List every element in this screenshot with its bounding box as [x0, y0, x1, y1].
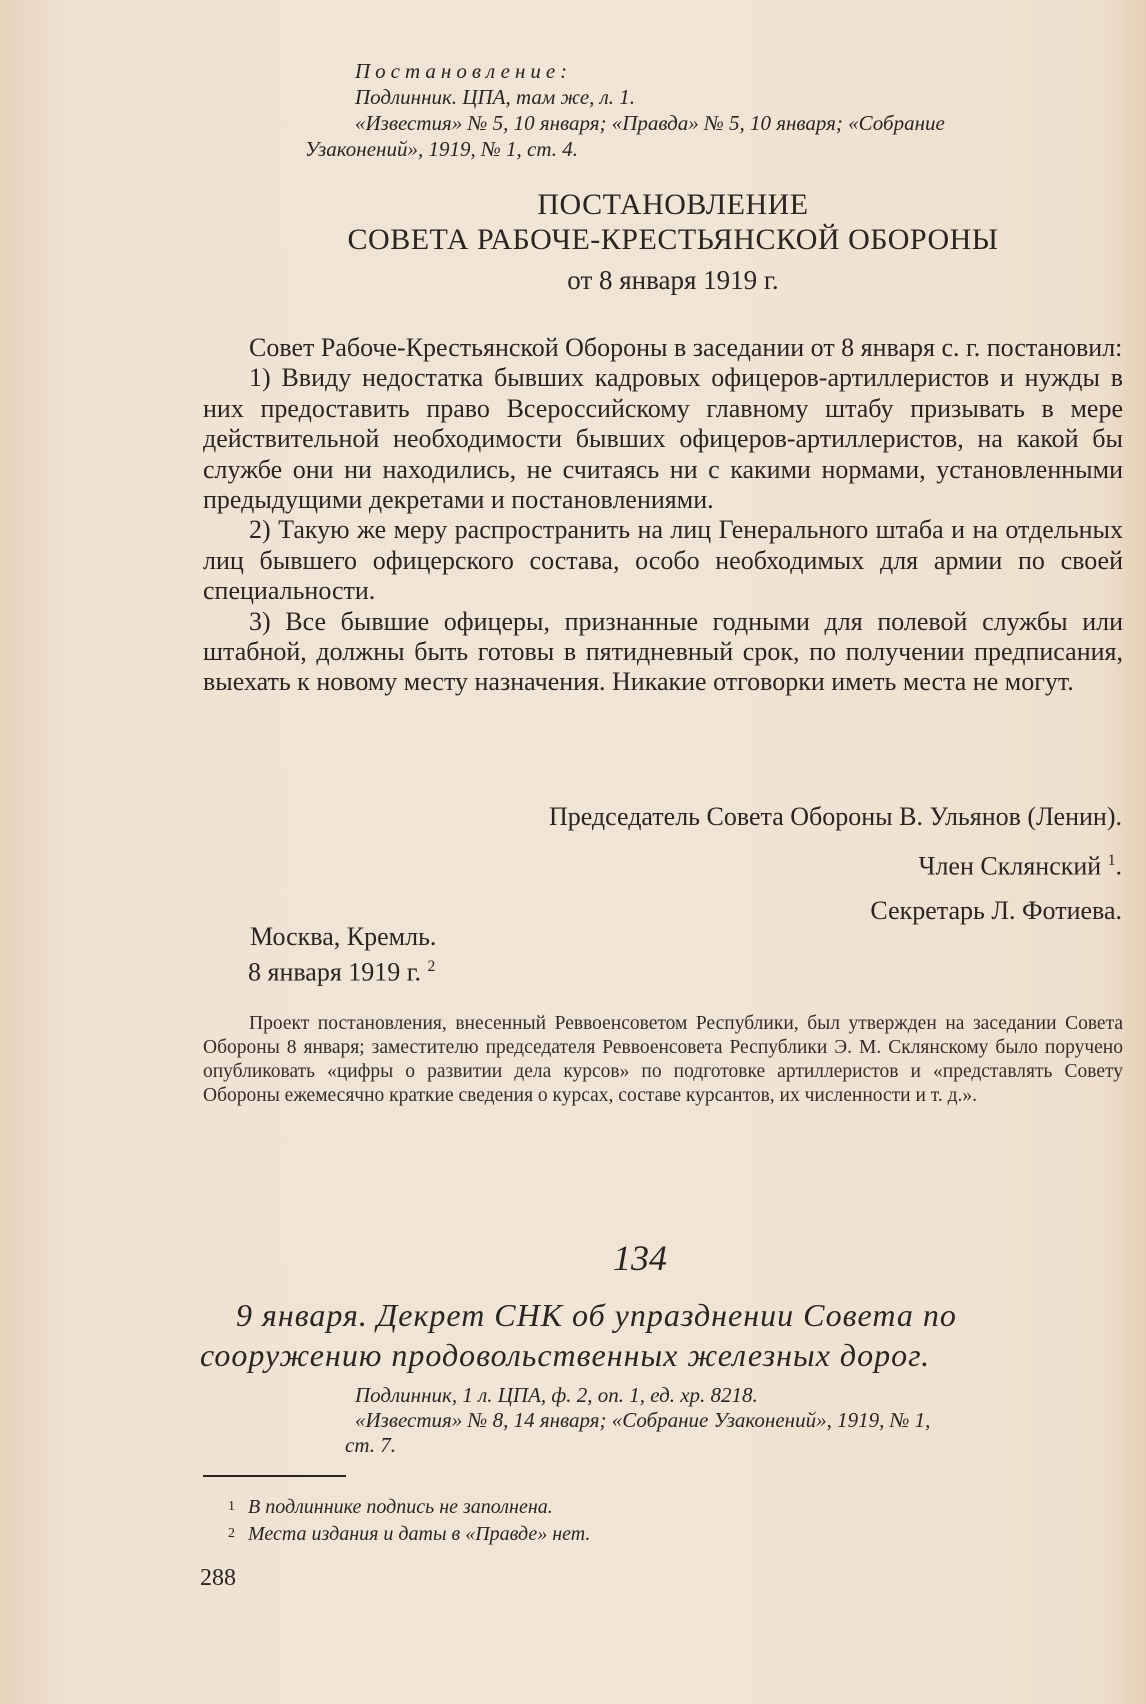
document-134-source: [345, 1383, 1125, 1458]
document-134-title: 9 января. Декрет СНК об упразднении Совета по сооружению продовольственных железных дорог.: [200, 1297, 957, 1373]
document-title: [200, 187, 1146, 298]
signatures: [549, 802, 1122, 926]
footnote-1-text: В подлиннике подпись не заполнена.: [248, 1496, 553, 1518]
footnote-ref-2: 2: [427, 958, 436, 975]
footnote-2: [228, 1521, 591, 1547]
footnote-divider: [203, 1475, 346, 1477]
source-line-3: Узаконений», 1919, № 1, ст. 4.: [305, 137, 578, 161]
source-reference: [305, 58, 1125, 162]
resolution-body: [203, 333, 1123, 698]
point-1: 1) Ввиду недостатка бывших кадровых офицеров-артиллеристов и нужды в них предоставить право Всероссийскому главному штабу призывать в мере действительной необходимости бывших офицеров-артиллеристов, на какой бы службе они ни находились, не считаясь ни с какими нормами, установленными предыдущими декретами и постановлениями.: [203, 363, 1123, 515]
source-label: Постановление:: [355, 59, 573, 83]
title-line-2: СОВЕТА РАБОЧЕ-КРЕСТЬЯНСКОЙ ОБОРОНЫ: [347, 223, 999, 256]
note-text: Проект постановления, внесенный Реввоенсоветом Республики, был утвержден на заседании Совета Обороны 8 января; заместителю председателя Реввоенсовета Республики Э. М. Склянскому было поручено опубликовать «цифры о развитии дела курсов» по подготовке артиллеристов и «представлять Совету Обороны ежемесячно краткие сведения о курсах, составе курсантов, их численности и т. д.».: [203, 1013, 1123, 1106]
doc-source-line-3: ст. 7.: [345, 1433, 396, 1457]
signature-member-text: Член Склянский: [918, 851, 1102, 881]
point-2: 2) Такую же меру распространить на лиц Генерального штаба и на отдельных лиц бывшего офицерского состава, особо необходимых для армии по своей специальности.: [203, 515, 1123, 606]
footnote-2-mark: 2: [228, 1526, 235, 1541]
footnote-1-mark: 1: [228, 1499, 235, 1514]
signature-chair: Председатель Совета Обороны В. Ульянов (Ленин).: [548, 802, 1122, 831]
editorial-note: [203, 1012, 1123, 1108]
document-number: 134: [613, 1238, 667, 1278]
source-line-2: «Известия» № 5, 10 января; «Правда» № 5, 10 января; «Собрание: [355, 111, 945, 135]
footnote-1: [228, 1494, 553, 1520]
point-3: 3) Все бывшие офицеры, признанные годными для полевой службы или штабной, должны быть готовы в пятидневный срок, по получении предписания, выехать к новому месту назначения. Никакие отговорки иметь места не могут.: [203, 606, 1123, 697]
signature-member: Член Склянский $^1$.: [918, 851, 1122, 881]
place-city: Москва, Кремль.: [250, 922, 437, 951]
title-line-1: ПОСТАНОВЛЕНИЕ: [537, 188, 809, 221]
place-date-line: [248, 952, 436, 988]
intro-paragraph: Совет Рабоче-Крестьянской Обороны в заседании от 8 января с. г. постановил:: [249, 333, 1123, 362]
source-line-1: Подлинник. ЦПА, там же, л. 1.: [355, 85, 636, 109]
page-number: 288: [200, 1565, 236, 1591]
doc-source-line-1: Подлинник, 1 л. ЦПА, ф. 2, оп. 1, ед. хр. 8218.: [355, 1383, 758, 1407]
place-date-text: 8 января 1919 г.: [248, 957, 422, 987]
place-date: [250, 922, 436, 988]
signature-secretary: Секретарь Л. Фотиева.: [870, 895, 1122, 925]
doc-source-line-2: «Известия» № 8, 14 января; «Собрание Узаконений», 1919, № 1,: [355, 1408, 931, 1432]
title-date: от 8 января 1919 г.: [567, 265, 779, 295]
footnote-ref-1: 1: [1107, 852, 1116, 869]
footnote-2-text: Места издания и даты в «Правде» нет.: [248, 1523, 591, 1545]
